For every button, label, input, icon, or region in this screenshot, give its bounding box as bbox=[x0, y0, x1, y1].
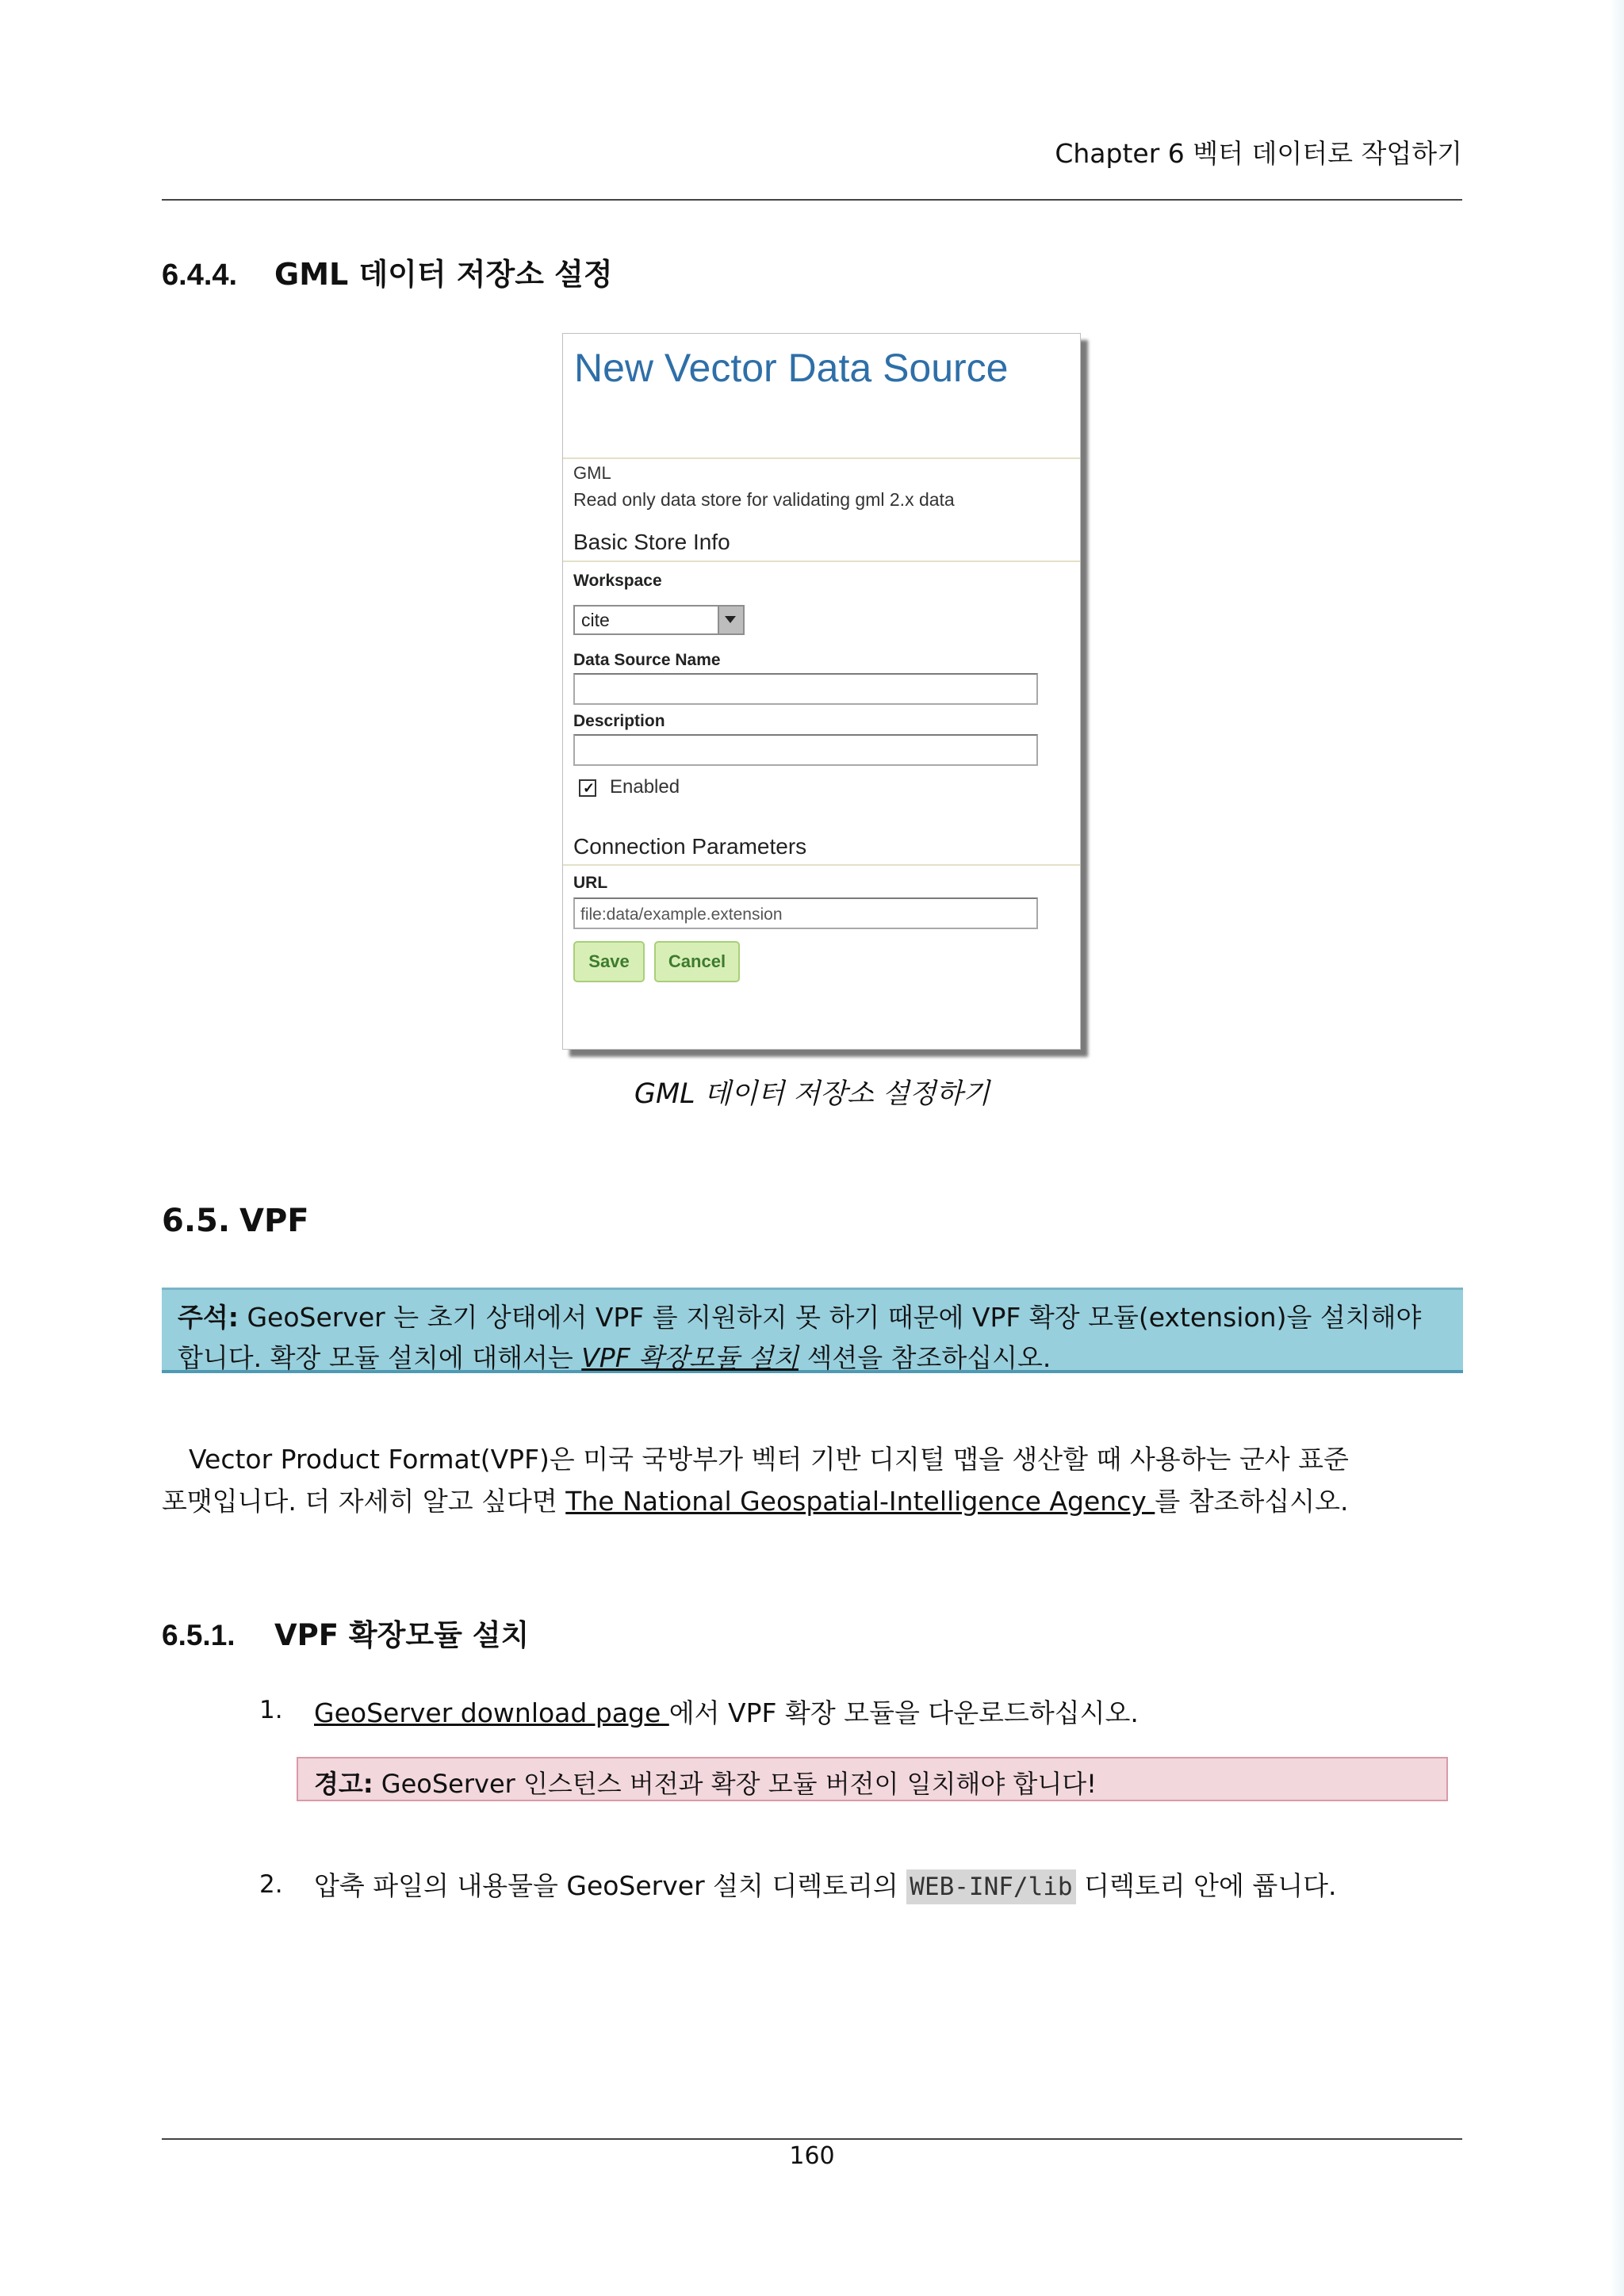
note-text: GeoServer 는 초기 상태에서 VPF 를 지원하지 못 하기 때문에 VPF 확장 모듈(extension)을 설치해야 bbox=[238, 1302, 1422, 1333]
code-path: WEB-INF/lib bbox=[906, 1869, 1075, 1904]
paragraph-line: Vector Product Format(VPF)은 미국 국방부가 벡터 기반 디지털 맵을 생산할 때 사용하는 군사 표준 bbox=[189, 1444, 1349, 1475]
list-item-text: 디렉토리 안에 풉니다. bbox=[1075, 1870, 1337, 1901]
list-number: 1. bbox=[259, 1696, 283, 1724]
workspace-value: cite bbox=[581, 610, 610, 630]
running-header: Chapter 6 벡터 데이터로 작업하기 bbox=[1055, 138, 1462, 169]
warning-line bbox=[314, 1764, 1097, 1800]
url-label: URL bbox=[573, 874, 608, 892]
footer-rule bbox=[162, 2138, 1462, 2140]
enabled-label: Enabled bbox=[610, 776, 680, 798]
basic-store-info-heading: Basic Store Info bbox=[573, 530, 730, 554]
page-number: 160 bbox=[789, 2142, 835, 2170]
data-source-name-input[interactable] bbox=[573, 673, 1038, 705]
section-heading-6-4-4 bbox=[162, 250, 613, 293]
paragraph-text: 포맷입니다. 더 자세히 알고 싶다면 bbox=[162, 1486, 566, 1517]
figure-caption: GML 데이터 저장소 설정하기 bbox=[634, 1078, 990, 1110]
store-type: GML bbox=[573, 463, 611, 483]
download-page-link[interactable]: GeoServer download page bbox=[314, 1697, 669, 1728]
save-button[interactable]: Save bbox=[573, 941, 645, 982]
header-rule bbox=[162, 199, 1462, 201]
list-item bbox=[314, 1866, 1336, 1903]
description-input[interactable] bbox=[573, 734, 1038, 766]
form-divider bbox=[563, 457, 1080, 459]
workspace-select[interactable] bbox=[573, 605, 745, 635]
description-label: Description bbox=[573, 712, 665, 730]
paragraph-line bbox=[162, 1481, 1348, 1518]
vpf-install-link[interactable]: VPF 확장모듈 설치 bbox=[581, 1342, 799, 1373]
warning-label: 경고: bbox=[314, 1769, 373, 1799]
paragraph-text: 를 참조하십시오. bbox=[1155, 1486, 1349, 1517]
section-heading-6-5 bbox=[162, 1203, 309, 1239]
section-number: 6.5.1. bbox=[162, 1619, 236, 1651]
data-source-name-label: Data Source Name bbox=[573, 651, 721, 669]
list-item-text: 압축 파일의 내용물을 GeoServer 설치 디렉토리의 bbox=[314, 1870, 907, 1901]
list-number: 2. bbox=[259, 1870, 283, 1899]
warning-box bbox=[297, 1757, 1448, 1801]
page-edge bbox=[1610, 0, 1624, 2296]
checkmark-icon: ✓ bbox=[583, 780, 596, 796]
note-line bbox=[178, 1337, 1051, 1375]
store-description: Read only data store for validating gml 2.x data bbox=[573, 489, 955, 510]
section-title: GML 데이터 저장소 설정 bbox=[274, 257, 613, 292]
form-title: New Vector Data Source bbox=[574, 346, 1009, 390]
section-number: 6.4.4. bbox=[162, 258, 238, 292]
section-title: VPF 확장모듈 설치 bbox=[274, 1618, 530, 1652]
screenshot-figure bbox=[562, 333, 1081, 1050]
note-text: 합니다. 확장 모듈 설치에 대해서는 bbox=[178, 1342, 582, 1373]
dropdown-button[interactable] bbox=[718, 607, 743, 633]
section-number: 6.5. bbox=[162, 1203, 231, 1239]
form-divider bbox=[563, 864, 1080, 866]
section-title: VPF bbox=[239, 1203, 309, 1239]
note-label: 주석: bbox=[178, 1302, 239, 1333]
url-value: file:data/example.extension bbox=[580, 905, 783, 924]
list-item-text: 에서 VPF 확장 모듈을 다운로드하십시오. bbox=[668, 1697, 1139, 1728]
form-divider bbox=[563, 561, 1080, 562]
note-text: 섹션을 참조하십시오. bbox=[798, 1342, 1051, 1373]
enabled-checkbox[interactable] bbox=[579, 779, 596, 797]
connection-parameters-heading: Connection Parameters bbox=[573, 834, 807, 859]
chevron-down-icon bbox=[725, 616, 736, 623]
warning-text: GeoServer 인스턴스 버전과 확장 모듈 버전이 일치해야 합니다! bbox=[373, 1769, 1097, 1799]
nga-link[interactable]: The National Geospatial-Intelligence Agency bbox=[565, 1486, 1155, 1517]
note-line bbox=[178, 1297, 1421, 1334]
cancel-button[interactable]: Cancel bbox=[654, 941, 740, 982]
section-heading-6-5-1 bbox=[162, 1611, 529, 1654]
list-item bbox=[314, 1693, 1139, 1730]
url-input[interactable] bbox=[573, 897, 1038, 929]
note-box bbox=[162, 1288, 1463, 1373]
workspace-label: Workspace bbox=[573, 572, 662, 590]
